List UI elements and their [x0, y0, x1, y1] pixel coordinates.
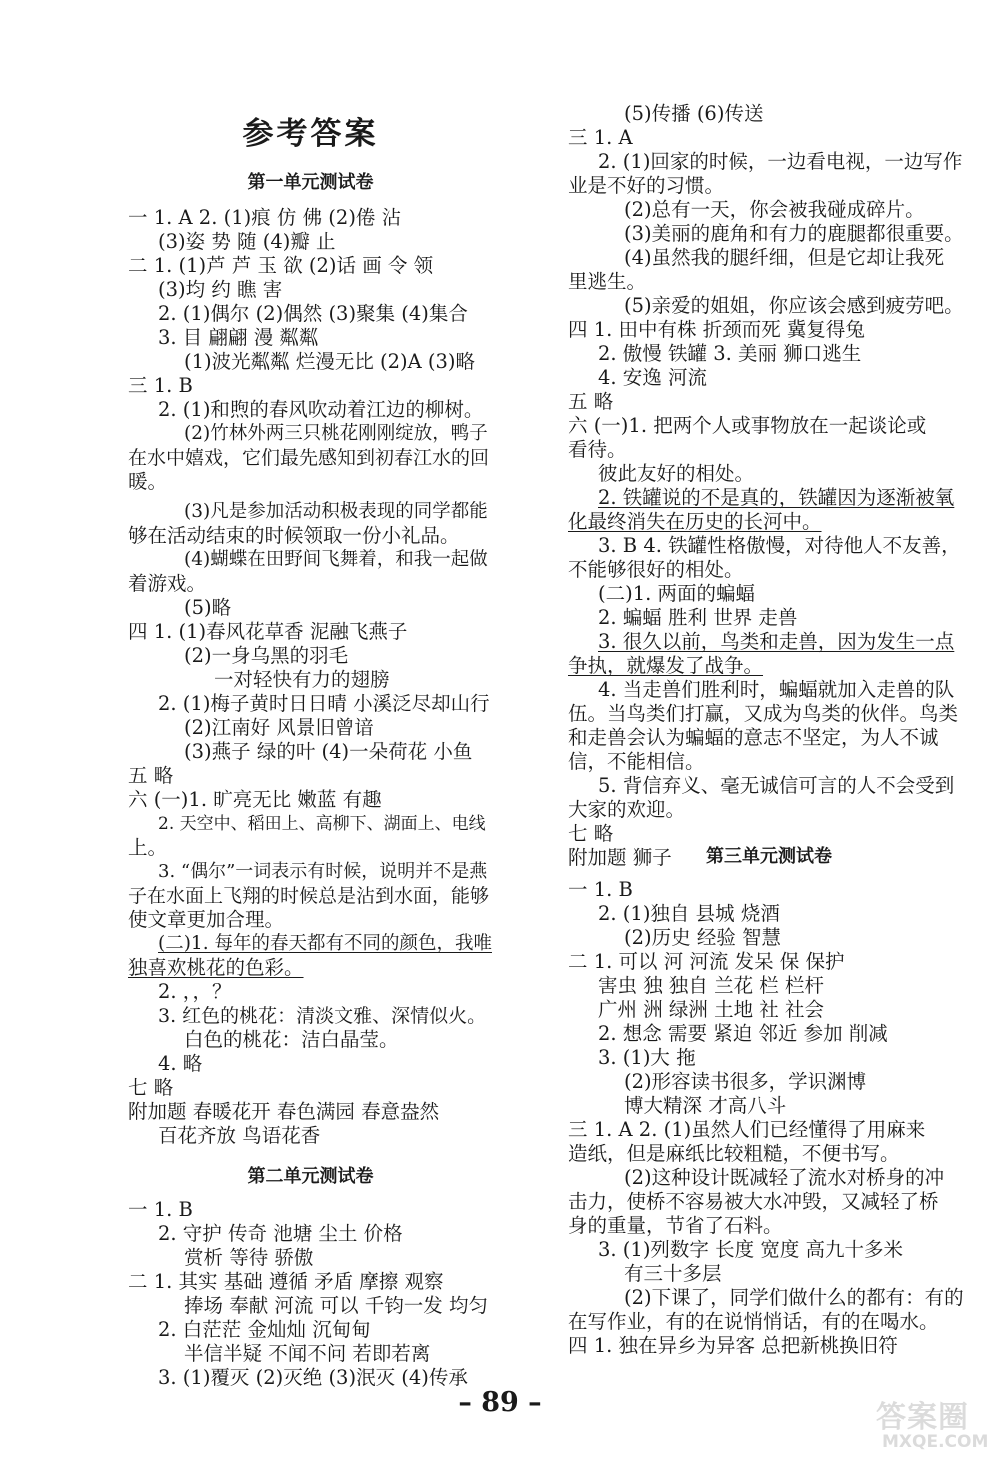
- answer-line: 5. 背信弃义、毫无诚信可言的人不会受到: [598, 774, 955, 797]
- answer-line: 七 略: [128, 1076, 174, 1099]
- answer-line: 业是不好的习惯。: [568, 174, 725, 197]
- answer-line: (2)这种设计既减轻了流水对桥身的冲: [624, 1166, 945, 1189]
- answer-line: 信，不能相信。: [568, 750, 705, 773]
- answer-line: (2)江南好 风景旧曾谙: [184, 716, 374, 739]
- answer-line: 看待。: [568, 438, 627, 461]
- answer-line: 上。: [128, 836, 168, 859]
- answer-line: 够在活动结束的时候领取一份小礼品。: [128, 524, 460, 547]
- answer-line: 2. (1)独自 县城 烧酒: [598, 902, 780, 925]
- answer-line: 化最终消失在历史的长河中。: [568, 510, 822, 533]
- answer-line: 2. 傲慢 铁罐 3. 美丽 狮口逃生: [598, 342, 862, 365]
- answer-line: 3. (1)大 拖: [598, 1046, 696, 1069]
- answer-line: 广州 洲 绿洲 土地 社 社会: [598, 998, 824, 1021]
- page-title: 参考答案: [242, 116, 379, 152]
- answer-line: 着游戏。: [128, 572, 207, 595]
- answer-line: 3. (1)覆灭 (2)灭绝 (3)泯灭 (4)传承: [158, 1366, 468, 1389]
- answer-line: 百花齐放 鸟语花香: [158, 1124, 321, 1147]
- answer-line: 六 (一)1. 把两个人或事物放在一起谈论或: [568, 414, 927, 437]
- answer-line: 2. 天空中、稻田上、高柳下、湖面上、电线: [158, 814, 486, 834]
- answer-line: 一 1. B: [128, 1198, 193, 1221]
- answer-line: 3. B 4. 铁罐性格傲慢，对待他人不友善，: [598, 534, 961, 557]
- watermark-logo: 答案圈 MXQE.COM: [876, 1400, 989, 1452]
- answer-line: 二 1. (1)芦 芦 玉 欲 (2)话 画 令 领: [128, 254, 434, 277]
- answer-line: (2)形容读书很多，学识渊博: [624, 1070, 867, 1093]
- answer-line: 使文章更加合理。: [128, 908, 285, 931]
- answer-line: (5)亲爱的姐姐，你应该会感到疲劳吧。: [624, 294, 964, 317]
- answer-line: (3)凡是参加活动积极表现的同学都能: [184, 501, 488, 522]
- answer-line: 击力，使桥不容易被大水冲毁，又减轻了桥: [568, 1190, 939, 1213]
- answer-line: (二)1. 每年的春天都有不同的颜色，我唯: [158, 933, 492, 954]
- answer-line: 白色的桃花：洁白晶莹。: [184, 1028, 399, 1051]
- answer-line: (2)历史 经验 智慧: [624, 926, 782, 949]
- answer-line: 伍。当鸟类们打赢，又成为鸟类的伙伴。鸟类: [568, 702, 959, 725]
- answer-line: 六 (一)1. 旷亮无比 嫩蓝 有趣: [128, 788, 382, 811]
- answer-line: (4)虽然我的腿纤细，但是它却让我死: [624, 246, 945, 269]
- answer-line: 四 1. 田中有株 折颈而死 冀复得兔: [568, 318, 865, 341]
- answer-line: 2. 想念 需要 紧迫 邻近 参加 削减: [598, 1022, 888, 1045]
- answer-line: 三 1. A: [568, 126, 633, 149]
- answer-line: (2)一身乌黑的羽毛: [184, 644, 349, 667]
- answer-line: 暖。: [128, 470, 168, 493]
- answer-line: 2. 铁罐说的不是真的，铁罐因为逐渐被氧: [598, 486, 955, 509]
- answer-line: 博大精深 才高八斗: [624, 1094, 787, 1117]
- answer-line: 七 略: [568, 822, 614, 845]
- answer-line: 2. 守护 传奇 池塘 尘土 价格: [158, 1222, 403, 1245]
- answer-line: 争执，就爆发了战争。: [568, 654, 764, 677]
- answer-line: 和走兽会认为蝙蝠的意志不坚定，为人不诚: [568, 726, 939, 749]
- answer-line: 子在水面上飞翔的时候总是沾到水面，能够: [128, 885, 490, 907]
- answer-line: 彼此友好的相处。: [598, 462, 755, 485]
- answer-line: 附加题 春暖花开 春色满园 春意盎然: [128, 1100, 440, 1123]
- answer-line: 2. (1)偶尔 (2)偶然 (3)聚集 (4)集合: [158, 302, 468, 325]
- answer-line: 2. 白茫茫 金灿灿 沉甸甸: [158, 1318, 371, 1341]
- answer-line: (2)总有一天，你会被我碰成碎片。: [624, 198, 925, 221]
- answer-line: 2. 蝙蝠 胜利 世界 走兽: [598, 606, 798, 629]
- answer-line: (1)波光粼粼 烂漫无比 (2)A (3)略: [184, 350, 476, 373]
- answer-line: 3. 很久以前，鸟类和走兽，因为发生一点: [598, 630, 955, 653]
- answer-line: 一 1. A 2. (1)痕 仿 佛 (2)倦 沾: [128, 206, 402, 229]
- section-heading-unit2: 第二单元测试卷: [247, 1166, 374, 1187]
- answer-line: 捧场 奉献 河流 可以 千钧一发 均匀: [184, 1294, 488, 1317]
- section-heading-unit1: 第一单元测试卷: [247, 172, 374, 193]
- answer-line: (二)1. 两面的蝙蝠: [598, 582, 756, 605]
- answer-line: 一对轻快有力的翅膀: [214, 668, 390, 691]
- answer-line: (5)传播 (6)传送: [624, 102, 764, 125]
- answer-line: 五 略: [128, 764, 174, 787]
- answer-line: 里逃生。: [568, 270, 647, 293]
- answer-line: (2)下课了，同学们做什么的都有：有的: [624, 1286, 964, 1309]
- answer-line: 害虫 独 独自 兰花 栏 栏杆: [598, 974, 824, 997]
- answer-line: 四 1. 独在异乡为异客 总把新桃换旧符: [568, 1334, 898, 1357]
- answer-line: 不能够很好的相处。: [568, 558, 744, 581]
- answer-line: 二 1. 其实 基础 遵循 矛盾 摩擦 观察: [128, 1270, 444, 1293]
- answer-line: 独喜欢桃花的色彩。: [128, 956, 304, 979]
- section-heading-unit3: 第三单元测试卷: [706, 846, 832, 867]
- answer-line: (3)美丽的鹿角和有力的鹿腿都很重要。: [624, 222, 964, 245]
- answer-line: 3. 红色的桃花：清淡文雅、深情似火。: [158, 1005, 487, 1027]
- answer-line: 4. 安逸 河流: [598, 366, 708, 389]
- answer-line: 3. (1)列数字 长度 宽度 高九十多米: [598, 1238, 904, 1261]
- answer-line: 3. 目 翩翩 漫 粼粼: [158, 326, 319, 349]
- answer-line: (4)蝴蝶在田野间飞舞着，和我一起做: [184, 549, 488, 570]
- answer-line: 2. (1)回家的时候，一边看电视，一边写作: [598, 150, 963, 173]
- answer-line: 在写作业，有的在说悄悄话，有的在喝水。: [568, 1310, 939, 1333]
- answer-line: 2. ，，？: [158, 980, 232, 1003]
- answer-line: 有三十多层: [624, 1262, 722, 1285]
- answer-line: 2. (1)和煦的春风吹动着江边的柳树。: [158, 398, 484, 421]
- answer-line: 在水中嬉戏，它们最先感知到初春江水的回: [128, 447, 490, 469]
- answer-line: 三 1. A 2. (1)虽然人们已经懂得了用麻来: [568, 1118, 926, 1141]
- answer-line: 赏析 等待 骄傲: [184, 1246, 314, 1269]
- answer-line: 2. (1)梅子黄时日日晴 小溪泛尽却山行: [158, 692, 490, 715]
- answer-line: 造纸，但是麻纸比较粗糙，不便书写。: [568, 1142, 900, 1165]
- answer-line: (3)均 约 瞧 害: [158, 278, 283, 301]
- answer-line: 三 1. B: [128, 374, 193, 397]
- answer-line: 大家的欢迎。: [568, 798, 686, 821]
- answer-line: 二 1. 可以 河 河流 发呆 保 保护: [568, 950, 845, 973]
- answer-line: 一 1. B: [568, 878, 633, 901]
- answer-line: 4. 略: [158, 1052, 203, 1075]
- answer-line: 3. “偶尔”一词表示有时候，说明并不是燕: [158, 861, 488, 882]
- answer-line: (5)略: [184, 596, 232, 619]
- page-number: – 89 –: [458, 1387, 542, 1418]
- answer-line: 半信半疑 不闻不问 若即若离: [184, 1342, 431, 1365]
- answer-line: (3)燕子 绿的叶 (4)一朵荷花 小鱼: [184, 740, 473, 763]
- answer-line: 附加题 狮子: [568, 846, 672, 869]
- answer-line: 五 略: [568, 390, 614, 413]
- answer-line: 4. 当走兽们胜利时，蝙蝠就加入走兽的队: [598, 678, 955, 701]
- answer-line: (3)姿 势 随 (4)瓣 止: [158, 230, 336, 253]
- answer-line: 身的重量，节省了石料。: [568, 1214, 783, 1237]
- answer-line: (2)竹林外两三只桃花刚刚绽放，鸭子: [184, 423, 488, 444]
- answer-line: 四 1. (1)春风花草香 泥融飞燕子: [128, 620, 408, 643]
